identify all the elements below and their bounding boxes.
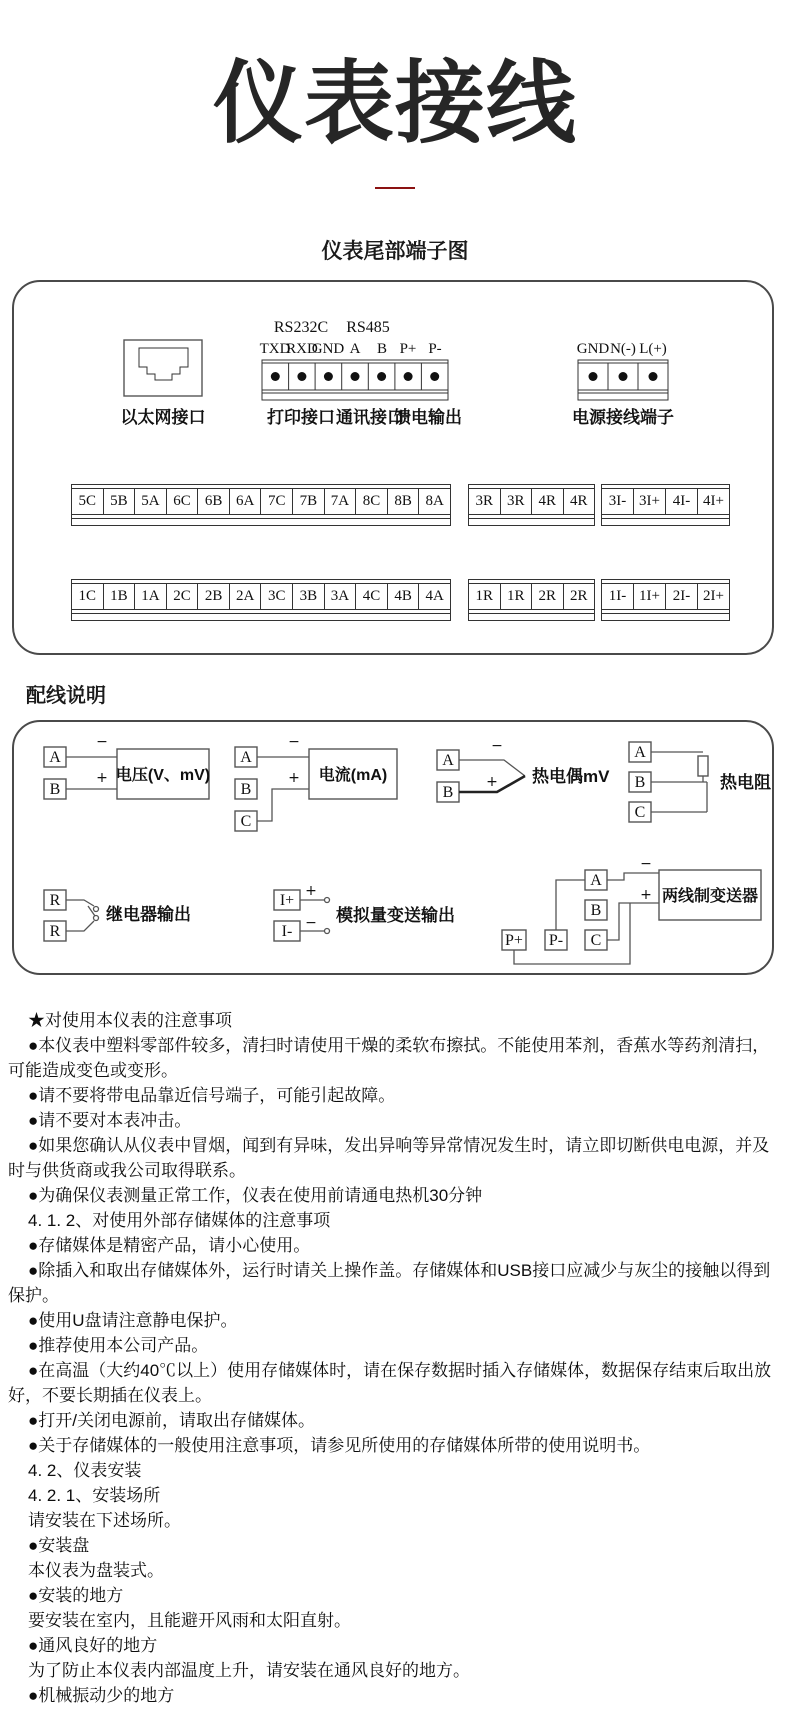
current-terminal-c: C (240, 813, 252, 830)
analog-output-label: 模拟量变送输出 (336, 906, 455, 925)
transmitter-terminal-p-minus: P- (548, 932, 564, 949)
terminal-cell: 3R (475, 493, 493, 509)
current-wiring (235, 734, 397, 831)
note-line: 4. 2、仪表安装 (28, 1461, 142, 1480)
terminal-cell: 5C (78, 493, 97, 509)
note-line: ●推荐使用本公司产品。 (28, 1336, 209, 1355)
transmitter-label: 两线制变送器 (661, 888, 759, 905)
transmitter-terminal-c: C (590, 932, 602, 949)
note-line: ●安装盘 (28, 1536, 90, 1555)
terminal-dot (271, 372, 280, 381)
rear-terminal-top-svg (14, 282, 772, 482)
terminal-cell: 2C (166, 584, 198, 609)
print-port-label: 打印接口 (267, 408, 335, 427)
terminal-cell: 2I- (665, 584, 697, 609)
note-line: ●关于存储媒体的一般使用注意事项，请参见所使用的存储媒体所带的使用说明书。 (28, 1436, 651, 1455)
transmitter-minus-sign: − (640, 856, 652, 872)
rear-terminal-panel (12, 280, 774, 655)
note-line: 请安装在下述场所。 (28, 1511, 181, 1530)
current-label: 电流(mA) (318, 767, 388, 784)
terminal-cell: 1A (134, 584, 166, 609)
voltage-label: 电压(V、mV) (115, 767, 211, 784)
terminal-cell: 5B (103, 489, 135, 514)
note-line: ●存储媒体是精密产品，请小心使用。 (28, 1236, 311, 1255)
rtd-wiring (629, 742, 771, 822)
note-line: ●打开/关闭电源前，请取出存储媒体。 (28, 1411, 315, 1430)
feed-output-label: 馈电输出 (394, 408, 462, 427)
terminal-cell: 4A (418, 584, 450, 609)
analog-plus-sign: + (305, 883, 317, 899)
terminal-name-rxd: RXD (286, 341, 318, 357)
note-line: ●安装的地方 (28, 1586, 124, 1605)
note-line: ●为确保仪表测量正常工作，仪表在使用前请通电热机30分钟 (28, 1186, 483, 1205)
transmitter-wiring (502, 856, 761, 964)
wiring-panel (12, 720, 774, 975)
analog-output-wiring (274, 883, 455, 941)
tc-terminal-b: B (442, 784, 454, 801)
terminal-cell: 2R (531, 584, 563, 609)
terminal-cell: 3R (500, 489, 532, 514)
note-line: ●请不要对本表冲击。 (28, 1111, 192, 1130)
voltage-terminal-b: B (49, 781, 61, 798)
terminal-cell: 5A (134, 489, 166, 514)
subtitle: 仪表尾部端子图 (321, 240, 469, 263)
terminal-strip-row1-main (71, 484, 451, 526)
relay-wiring (44, 890, 191, 941)
terminal-cell: 1R (475, 588, 493, 604)
terminal-cell: 3B (292, 584, 324, 609)
terminal-cell: 1R (500, 584, 532, 609)
terminal-name-gnd-power: GND (576, 341, 610, 357)
terminal-strip-row2-current (601, 579, 730, 621)
terminal-cell: 7A (324, 489, 356, 514)
terminal-cell: 4R (563, 489, 595, 514)
terminal-name-txd: TXD (259, 341, 291, 357)
terminal-cell: 2I+ (697, 584, 729, 609)
terminal-cell: 4I+ (697, 489, 729, 514)
voltage-terminal-a: A (49, 749, 61, 766)
rs232c-label: RS232C (273, 319, 329, 336)
current-terminal-b: B (240, 781, 252, 798)
voltage-plus-sign: + (96, 770, 108, 786)
terminal-cell: 6A (229, 489, 261, 514)
terminal-dot (351, 372, 360, 381)
terminal-cell: 3A (324, 584, 356, 609)
note-line: 4. 1. 2、对使用外部存储媒体的注意事项 (28, 1211, 331, 1230)
terminal-dot (404, 372, 413, 381)
analog-terminal-i-minus: I- (281, 923, 293, 940)
terminal-name-p-plus: P+ (399, 341, 417, 357)
wiring-svg (14, 722, 772, 973)
terminal-dot (619, 372, 628, 381)
terminal-cell: 2B (197, 584, 229, 609)
note-line: ●通风良好的地方 (28, 1636, 158, 1655)
terminal-dot (377, 372, 386, 381)
thermocouple-wiring (437, 738, 610, 802)
comm-terminal-block (260, 319, 448, 400)
terminal-cell: 6C (166, 489, 198, 514)
title-divider (375, 187, 415, 189)
terminal-cell: 8B (387, 489, 419, 514)
terminal-dot (430, 372, 439, 381)
terminal-cell: 4C (355, 584, 387, 609)
current-minus-sign: − (288, 734, 300, 750)
note-line: ●在高温（大约40℃以上）使用存储媒体时，请在保存数据时插入存储媒体，数据保存结束后取出放好，不要长期插在仪表上。 (8, 1361, 772, 1405)
rtd-label: 热电阻 (720, 773, 771, 792)
tc-plus-sign: + (486, 774, 498, 790)
analog-minus-sign: − (305, 915, 317, 931)
current-plus-sign: + (288, 770, 300, 786)
terminal-cell: 3I+ (633, 489, 665, 514)
voltage-minus-sign: − (96, 734, 108, 750)
terminal-name-neutral: N(-) (610, 341, 636, 357)
power-terminal-block (577, 341, 668, 400)
tc-label: 热电偶mV (532, 767, 610, 786)
note-line: ●本仪表中塑料零部件较多，清扫时请使用干燥的柔软布擦拭。不能使用苯剂，香蕉水等药剂清扫，可能造成变色或变形。 (8, 1036, 770, 1080)
terminal-cell: 2A (229, 584, 261, 609)
terminal-strip-row2-relay (468, 579, 595, 621)
terminal-cell: 8C (355, 489, 387, 514)
terminal-strip-row1-current (601, 484, 730, 526)
terminal-cell: 2R (563, 584, 595, 609)
terminal-cell: 1I- (608, 588, 627, 604)
note-line: 4. 2. 1、安装场所 (28, 1486, 161, 1505)
note-line: 为了防止本仪表内部温度上升，请安装在通风良好的地方。 (28, 1661, 470, 1680)
tc-terminal-a: A (442, 752, 454, 769)
note-line: ●机械振动少的地方 (28, 1686, 175, 1705)
wiring-section-title: 配线说明 (26, 685, 106, 707)
rtd-terminal-c: C (634, 804, 646, 821)
note-line: ●如果您确认从仪表中冒烟，闻到有异味，发出异响等异常情况发生时，请立即切断供电电源，并及时与供货商或我公司取得联系。 (8, 1136, 770, 1180)
note-line: ●请不要将带电品靠近信号端子，可能引起故障。 (28, 1086, 396, 1105)
page-title: 仪表接线 (213, 54, 577, 154)
terminal-strip-row1-relay (468, 484, 595, 526)
terminal-cell: 6B (197, 489, 229, 514)
analog-terminal-i-plus: I+ (279, 892, 295, 909)
terminal-name-line: L(+) (639, 341, 667, 357)
terminal-name-gnd: GND (311, 341, 345, 357)
relay-terminal-r1: R (49, 892, 61, 909)
relay-terminal-r2: R (49, 923, 61, 940)
tc-minus-sign: − (491, 738, 503, 754)
transmitter-terminal-p-plus: P+ (505, 932, 523, 949)
current-terminal-a: A (240, 749, 252, 766)
notes (8, 1008, 782, 1708)
terminal-dot (324, 372, 333, 381)
ethernet-label: 以太网接口 (120, 408, 206, 427)
power-label: 电源接线端子 (572, 408, 674, 427)
note-line: ●使用U盘请注意静电保护。 (28, 1311, 238, 1330)
relay-label: 继电器输出 (106, 905, 191, 924)
terminal-cell: 1B (103, 584, 135, 609)
rs485-label: RS485 (346, 319, 390, 336)
terminal-cell: 1C (78, 588, 97, 604)
terminal-dot (297, 372, 306, 381)
terminal-cell: 3C (260, 584, 292, 609)
note-line: ●除插入和取出存储媒体外，运行时请关上操作盖。存储媒体和USB接口应减少与灰尘的接触以得到保护。 (8, 1261, 771, 1305)
note-line: ★对使用本仪表的注意事项 (28, 1011, 232, 1030)
terminal-cell: 4R (531, 489, 563, 514)
note-line: 要安装在室内，且能避开风雨和太阳直射。 (28, 1611, 351, 1630)
transmitter-terminal-a: A (590, 872, 602, 889)
terminal-name-p-minus: P- (428, 341, 442, 357)
terminal-cell: 3I- (608, 493, 627, 509)
terminal-name-b: B (376, 341, 388, 357)
terminal-dot (649, 372, 658, 381)
terminal-name-a: A (349, 341, 361, 357)
terminal-dot (589, 372, 598, 381)
terminal-cell: 8A (418, 489, 450, 514)
terminal-strip-row2-main (71, 579, 451, 621)
note-line: 本仪表为盘装式。 (28, 1561, 164, 1580)
terminal-cell: 4B (387, 584, 419, 609)
transmitter-terminal-b: B (590, 902, 602, 919)
terminal-cell: 7B (292, 489, 324, 514)
terminal-cell: 4I- (665, 489, 697, 514)
terminal-cell: 1I+ (633, 584, 665, 609)
voltage-wiring (44, 734, 210, 799)
rtd-terminal-a: A (634, 744, 646, 761)
comm-port-label: 通讯接口 (336, 408, 404, 427)
ethernet-port-icon (124, 340, 202, 396)
rtd-resistor (698, 756, 708, 776)
rtd-terminal-b: B (634, 774, 646, 791)
transmitter-plus-sign: + (640, 887, 652, 903)
terminal-cell: 7C (260, 489, 292, 514)
